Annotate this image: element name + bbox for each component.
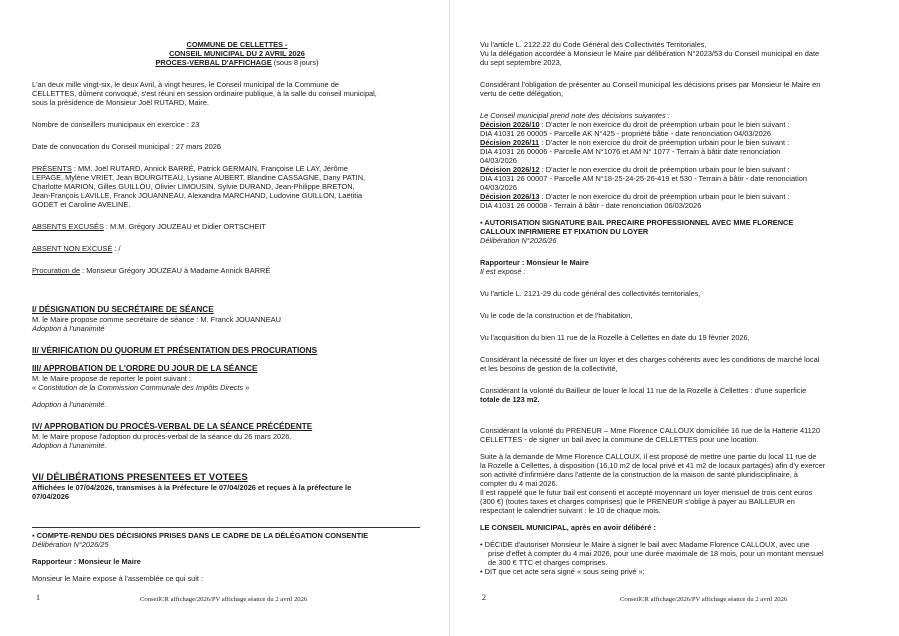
bail-block: ▪ AUTORISATION SIGNATURE BAIL PRECAIRE PROFESSIONNEL AVEC MME FLORENCE CALLOUX INFIRMIERE ET FIXATION DU LOYER Délibération N°2026/26 Rapporteur : Monsieur le Maire Il est exposé : [480,218,883,276]
decide-block: • DÉCIDE d'autoriser Monsieur le Maire à signer le bail avec Madame Florence CALLOUX, avec une prise d'effet à compter du 4 mai 2026, pour une durée maximale de 18 mois, pour un montant mensuel de 300 € TTC et charges comprises. • DIT que cet acte sera signé « sous seing privé »; [480,540,883,576]
commune-title: COMMUNE DE CELLETTES - [186,40,288,49]
suite-paragraph: Suite à la demande de Mme Florence CALLOUX, il est proposé de mettre une partie du local 11 rue de la Rozelle à Cellettes, à disposition (16,10 m2 de local privé et 41 m2 de locaux partagés) afin d'y exercer son activité d'infirmière dans l'attente de la construction de la maison de santé pluridisciplinaire, à compter du 4 mai 2026. Il est rappelé que le futur bail est consenti et accepté moyennant un loyer mensuel de trois cent euros (300 €) (toutes taxes et charges comprises) que le PRENEUR s'oblige à payer au BAILLEUR en respectant le calendrier suivant : le 10 de chaque mois. [480,452,826,515]
section-3: III/ APPROBATION DE L'ORDRE DU JOUR DE LA SÉANCE M. le Maire propose de reporter le point suivant : « Constitution de la Commission Communale des Impôts Directs » Adoption à l'unanimité. [32,364,442,409]
page-footer: ConseilCR affichage/2026/PV affichage séance du 2 avril 2026 [620,596,788,603]
intro-paragraph: L'an deux mille vingt-six, le deux Avril, à vingt heures, le Conseil municipal de la Commune de CELLETTES, dûment convoqué, s'est réuni en session ordinaire publique, à la salle du conseil municipal, sous la présidence de Monsieur Joël RUTARD, Maire. [32,80,377,107]
section-2-title: II/ VÉRIFICATION DU QUORUM ET PRÉSENTATION DES PROCURATIONS [32,346,318,355]
section-2 [32,346,442,356]
section-6: VI/ DÉLIBÉRATIONS PRESENTEES ET VOTEES Affichées le 07/04/2026, transmises à la Préfecture le 07/04/2026 et reçues à la préfecture le 07/04/2026 [32,472,442,501]
page-2 [452,0,899,636]
decision-item: Décision 2026/10 : D'acter le non exercice du droit de préemption urbain pour le bien suivant : DIA 41031 26 00005 - Parcelle AK N°425 - propriété bâtie - date renonciation 04/03/2026 [480,120,790,138]
absents-excuses: ABSENTS EXCUSÉS : M.M. Grégory JOUZEAU et Didier ORTSCHEIT [32,222,266,231]
section-4-title: IV/ APPROBATION DU PROCÈS-VERBAL DE LA SÉANCE PRÉCÉDENTE [32,422,313,431]
vu-block: Vu l'article L. 2122.22 du Code Général des Collectivités Territoriales, Vu la délégation accordée à Monsieur le Maire par délibération N°2023/53 du Conseil municipal en date du sept septembre 2023, [480,40,820,67]
considerant-block: Considérant l'obligation de présenter au Conseil municipal les décisions prises par Monsieur le Maire en vertu de cette délégation, [480,80,821,98]
considerant-preneur: Considérant la volonté du PRENEUR – Mme Florence CALLOUX domiciliée 16 rue de la Hatterie 41120 CELLETTES - de signer un bail avec la commune de CELLETTES pour une location. [480,426,821,444]
pv-title: PROCES-VERBAL D'AFFICHAGE (sous 8 jours) [155,58,319,67]
conseil-title: CONSEIL MUNICIPAL DU 2 AVRIL 2026 [169,49,305,58]
decision-item: Décision 2026/13 : D'acter le non exercice du droit de préemption urbain pour le bien suivant : DIA 41031 26 00008 - Terrain à bâtir - date renonciation 06/03/2026 [480,192,790,210]
considerant-bailleur: Considérant la volonté du Bailleur de louer le local 11 rue de la Rozelle à Cellettes : d'une superficie totale de 123 m2. [480,386,807,404]
decision-item: Décision 2026/11 : D'acter le non exercice du droit de préemption urbain pour le bien suivant : DIA 41031 26 00006 - Parcelle AM N°1076 et AM N° 1077 - Terrain à bâtir date renonciation 04/03/2026 [480,138,790,165]
document-header [32,40,442,67]
section-4: IV/ APPROBATION DU PROCÈS-VERBAL DE LA SÉANCE PRÉCÉDENTE M. le Maire propose l'adoption du procès-verbal de la séance du 26 mars 2026. Adoption à l'unanimité. [32,422,442,450]
page-footer: ConseilCR affichage/2026/PV affichage séance du 2 avril 2026 [140,596,308,603]
vu-code: Vu le code de la construction et de l'habitation, [480,311,633,320]
nb-conseillers: Nombre de conseillers municipaux en exercice : 23 [32,120,200,129]
vu-article: Vu l'article L. 2121-29 du code général des collectivités territoriales, [480,289,701,298]
section-6-title: VI/ DÉLIBÉRATIONS PRESENTEES ET VOTEES [32,472,248,483]
section-3-title: III/ APPROBATION DE L'ORDRE DU JOUR DE LA SÉANCE [32,364,258,373]
page-number: 2 [482,593,486,602]
vu-acquisition: Vu l'acquisition du bien 11 rue de la Rozelle à Cellettes en date du 19 février 2026, [480,333,750,342]
absent-non-excuse: ABSENT NON EXCUSÉ : / [32,244,121,253]
presents-block: PRÉSENTS : MM. Joël RUTARD, Annick BARRÉ, Patrick GERMAIN, Françoise LE LAY, Jérôme LEPAGE, Mylène VRIET, Jean BOURGITEAU, Lysiane AUBERT, Blandine CASSAGNE, Dany PATIN, Charlotte MARION, Gilles GUILLOU, Olivier LIMOUSIN, Sylvie DURAND, Jean-Philippe BRETON, Jean-François LAVILLE, Franck JOUANNEAU, Alexandra MARCHAND, Ludovine GUILLON, Laëtitia GODET et Caroline AVELINE. [32,164,366,209]
compte-rendu-title: ▪ COMPTE-RENDU DES DÉCISIONS PRISES DANS LE CADRE DE LA DÉLÉGATION CONSENTIE [32,531,442,540]
compte-rendu-block: ▪ COMPTE-RENDU DES DÉCISIONS PRISES DANS LE CADRE DE LA DÉLÉGATION CONSENTIE Délibération N°2026/25 Rapporteur : Monsieur le Maire Monsieur le Maire expose à l'assemblée ce qui suit : [32,527,442,583]
decision-item: Décision 2026/12 : D'acter le non exercice du droit de préemption urbain pour le bien suivant : DIA 41031 26 00007 - Parcelle AM N°18-25-24-25-26-419 et 530 - Terrain à bâtir - date renonciation 04/03/2026 [480,165,807,192]
separator-line [32,527,420,528]
considerant-loyer: Considérant la nécessité de fixer un loyer et des charges cohérents avec les conditions de marché local et les besoins de gestion de la collectivité, [480,355,820,373]
procuration: Procuration de : Monsieur Grégory JOUZEAU à Madame Annick BARRÉ [32,266,271,275]
section-1: I/ DÉSIGNATION DU SECRÉTAIRE DE SÉANCE M. le Maire propose comme secrétaire de séance : M. Franck JOUANNEAU Adoption à l'unanimité [32,305,442,333]
decisions-block: Le Conseil municipal prend note des décisions suivantes : Décision 2026/10 : D'acter le non exercice du droit de préemption urbain pour le bien suivant : DIA 41031 26 00005 - Parcelle AK N°425 - propriété bâtie - date renonciation 04/03/2026 Décision 2026/11 : D'acter le non exercice du droit de préemption urbain pour le bien suivant : DIA 41031 26 00006 - Parcelle AM N°1076 et AM N° 1077 - Terrain à bâtir date renonciation 04/03/2026 Décision 2026/12 : D'acter le non exercice du droit de préemption urbain pour le bien suivant : DIA 41031 26 00007 - Parcelle AM N°18-25-24-25-26-419 et 530 - Terrain à bâtir - date renonciation 04/03/2026 Décision 2026/13 : D'acter le non exercice du droit de préemption urbain pour le bien suivant : DIA 41031 26 00008 - Terrain à bâtir - date renonciation 06/03/2026 [480,111,883,210]
bail-title: ▪ AUTORISATION SIGNATURE BAIL PRECAIRE PROFESSIONNEL AVEC MME FLORENCE [480,218,883,227]
conseil-delibere: LE CONSEIL MUNICIPAL, après en avoir délibéré : [480,523,656,532]
section-1-title: I/ DÉSIGNATION DU SECRÉTAIRE DE SÉANCE [32,305,214,314]
date-convocation: Date de convocation du Conseil municipal : 27 mars 2026 [32,142,221,151]
page-number: 1 [36,593,40,602]
